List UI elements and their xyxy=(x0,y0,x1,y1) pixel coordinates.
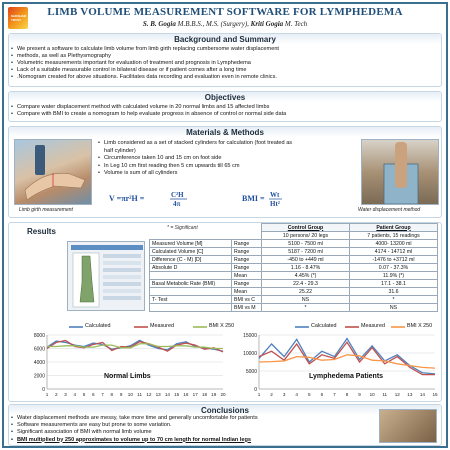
lymph-x-tick-label: 2 xyxy=(270,392,273,397)
legend2-marker-bmi xyxy=(391,324,405,330)
lymphedema-title: Lymphedema Patients xyxy=(309,373,384,380)
conclusions-section xyxy=(8,404,442,446)
table-cell: 7 patients, 15 readings xyxy=(350,232,438,240)
table-cell xyxy=(150,272,232,280)
methods-section xyxy=(8,126,442,218)
table-cell: Basal Metabolic Rate (BMI) xyxy=(150,280,232,288)
background-bullet: • Volumetric measurements important for evaluation of treatment and prognosis in Lymphedema xyxy=(17,60,279,67)
table-header-empty xyxy=(150,224,232,232)
bmi-formula xyxy=(242,189,302,211)
author-line xyxy=(4,20,446,28)
table-cell: 0.07 - 37.3% xyxy=(350,264,438,272)
lymphedema-chart xyxy=(231,331,441,399)
table-cell: Absolute D xyxy=(150,264,232,272)
normal-x-tick-label: 15 xyxy=(174,392,180,397)
svg-text:V =πr²H =: V =πr²H = xyxy=(109,194,145,203)
table-header-row xyxy=(150,224,438,232)
table-cell: 5100 - 7500 ml xyxy=(262,240,350,248)
patient-group-header: Patient Group xyxy=(350,224,438,232)
lymph-x-tick-label: 7 xyxy=(333,392,336,397)
table-cell xyxy=(150,232,232,240)
normal-x-tick-label: 2 xyxy=(54,392,58,397)
software-screenshot xyxy=(67,241,145,311)
background-bullets xyxy=(17,46,279,81)
conclusion-photo xyxy=(379,409,437,443)
normal-x-tick-label: 16 xyxy=(183,392,189,397)
results-table xyxy=(149,223,438,312)
table-cell xyxy=(150,304,232,312)
author-2-credentials: M. Tech xyxy=(284,20,308,28)
table-cell: Difference (C - M) [D] xyxy=(150,256,232,264)
svg-text:C²H: C²H xyxy=(171,191,184,199)
legend2-bmi: BMI X 250 xyxy=(407,323,433,329)
lymph-y-tick-label: 0 xyxy=(254,387,257,393)
table-cell: Range xyxy=(232,240,262,248)
lymph-x-tick-label: 5 xyxy=(308,392,311,397)
conclusions-title: Conclusions xyxy=(200,406,249,415)
table-cell: Calculated Volume [C] xyxy=(150,248,232,256)
legend-measured: Measured xyxy=(150,323,174,329)
lymph-x-tick-label: 13 xyxy=(407,392,413,397)
water-displacement-photo xyxy=(361,139,439,205)
table-cell: 1.16 - 8.47% xyxy=(262,264,350,272)
methods-title: Materials & Methods xyxy=(186,128,264,137)
photo-tank-illustration xyxy=(362,140,439,205)
table-row xyxy=(150,304,438,312)
table-cell: BMI vs M xyxy=(232,304,262,312)
table-cell: -1476 to +3712 ml xyxy=(350,256,438,264)
methods-bullets xyxy=(104,140,294,178)
normal-x-tick-label: 10 xyxy=(127,392,133,397)
normal-y-tick-label: 4000 xyxy=(33,360,45,366)
table-cell: NS xyxy=(262,296,350,304)
normal-x-tick-label: 17 xyxy=(192,392,198,397)
volume-formula-svg xyxy=(109,189,199,209)
legend2-marker-calculated xyxy=(295,324,309,330)
software-screenshot-svg xyxy=(68,242,145,311)
lymph-x-tick-label: 10 xyxy=(369,392,375,397)
legend-marker-bmi xyxy=(193,324,207,330)
normal-y-tick-label: 6000 xyxy=(33,346,45,353)
lymph-x-tick-label: 6 xyxy=(320,392,324,397)
background-title: Background and Summary xyxy=(174,35,276,44)
objectives-bullets xyxy=(17,104,286,118)
table-row xyxy=(150,296,438,304)
normal-x-tick-label: 3 xyxy=(64,392,67,397)
table-cell: Measured Volume [M] xyxy=(150,240,232,248)
svg-text:BMI =: BMI = xyxy=(242,194,265,203)
table-cell: 11.9% (*) xyxy=(350,272,438,280)
table-row xyxy=(150,240,438,248)
normal-x-tick-label: 4 xyxy=(73,392,77,397)
methods-bullet: • Circumference taken 10 and 15 cm on foot side xyxy=(104,155,294,163)
svg-text:Ht²: Ht² xyxy=(270,200,280,208)
lymph-x-tick-label: 14 xyxy=(419,392,425,397)
author-2: Kriti Gogia xyxy=(250,20,284,28)
control-group-header: Control Group xyxy=(262,224,350,232)
table-cell: Range xyxy=(232,280,262,288)
table-cell: 17.1 - 38.1 xyxy=(350,280,438,288)
table-cell: Mean xyxy=(232,272,262,280)
table-row xyxy=(150,280,438,288)
volume-formula xyxy=(109,189,199,211)
normal-y-tick-label: 0 xyxy=(42,387,45,393)
conclusions-bullet: • Significant association of BMI with normal limb volume xyxy=(17,429,258,436)
caption-girth: Limb girth measurement xyxy=(19,207,73,213)
lymph-x-tick-label: 3 xyxy=(282,392,286,397)
lymph-x-tick-label: 11 xyxy=(382,392,388,397)
table-row xyxy=(150,248,438,256)
normal-x-tick-label: 18 xyxy=(201,392,208,397)
lymph-y-tick-label: 10000 xyxy=(243,351,257,357)
bmi-formula-svg xyxy=(242,189,302,209)
table-cell: Range xyxy=(232,264,262,272)
normal-x-tick-label: 1 xyxy=(45,392,49,397)
photo-leg-illustration xyxy=(15,140,92,205)
table-cell: Range xyxy=(232,248,262,256)
table-cell: BMI vs C xyxy=(232,296,262,304)
table-cell: 10 persons/ 20 legs xyxy=(262,232,350,240)
legend-bmi: BMI X 250 xyxy=(209,323,235,329)
background-bullet: • Lack of a suitable measurable control in bilateral disease or if patient comes after a long time xyxy=(17,67,279,74)
conclusions-bullet: • BMI multiplied by 250 approximates to volume up to 70 cm length for normal Indian legs xyxy=(17,437,258,444)
normal-limbs-title: Normal Limbs xyxy=(104,373,151,380)
author-separator: , xyxy=(247,20,251,28)
legend2-measured: Measured xyxy=(361,323,385,329)
caption-water: Water displacement method xyxy=(358,207,421,213)
normal-x-tick-label: 19 xyxy=(211,392,217,397)
lymph-x-tick-label: 8 xyxy=(345,392,349,397)
author-1: S. B. Gogia xyxy=(142,20,176,28)
lymph-x-tick-label: 4 xyxy=(295,392,298,397)
table-subheader-row xyxy=(150,232,438,240)
lymph-x-tick-label: 15 xyxy=(432,392,438,397)
table-cell: 22.4 - 29.3 xyxy=(262,280,350,288)
table-cell: -450 to +449 ml xyxy=(262,256,350,264)
conclusions-bullet: • Water displacement methods are messy, take more time and generally uncomfortable for patients xyxy=(17,415,258,422)
poster xyxy=(2,2,448,448)
legend2-calculated: Calculated xyxy=(311,323,337,329)
legend-marker-measured xyxy=(134,324,148,330)
objectives-bullet: • Compare water displacement method with calculated volume in 20 normal limbs and 15 affected limbs xyxy=(17,104,286,111)
table-cell: Mean xyxy=(232,288,262,296)
table-cell xyxy=(232,232,262,240)
lymph-x-tick-label: 12 xyxy=(394,392,400,397)
legend2-marker-measured xyxy=(345,324,359,330)
lymph-series-calculated xyxy=(259,339,435,374)
table-cell: * xyxy=(350,296,438,304)
poster-title: LIMB VOLUME MEASUREMENT SOFTWARE FOR LYMPHEDEMA xyxy=(47,6,403,18)
normal-y-tick-label: 8000 xyxy=(33,333,45,339)
table-cell: T- Test xyxy=(150,296,232,304)
background-section xyxy=(8,33,442,87)
limb-girth-photo xyxy=(14,139,92,205)
table-header-empty xyxy=(232,224,262,232)
table-cell: * xyxy=(262,304,350,312)
objectives-section xyxy=(8,91,442,122)
table-cell: 31.6 xyxy=(350,288,438,296)
normal-limbs-chart xyxy=(19,331,229,399)
normal-x-tick-label: 9 xyxy=(119,392,123,397)
table-cell: 4174 - 14712 ml xyxy=(350,248,438,256)
lymph-series-measured xyxy=(259,342,435,374)
background-bullet: • .Nomogram created for above situations. Facilitates data recording and evaluation even in remote clinics. xyxy=(17,74,279,81)
svg-text:4π: 4π xyxy=(173,200,181,208)
methods-bullet: • Limb considered as a set of stacked cylinders for calculation (foot treated as half cylinder) xyxy=(104,140,294,155)
table-cell: 25.22 xyxy=(262,288,350,296)
normal-x-tick-label: 7 xyxy=(101,392,104,397)
significant-note: * = Significant xyxy=(167,225,198,231)
table-row xyxy=(150,272,438,280)
lymph-x-tick-label: 9 xyxy=(358,392,361,397)
normal-y-tick-label: 2000 xyxy=(33,373,45,380)
table-cell: Range xyxy=(232,256,262,264)
legend-calculated: Calculated xyxy=(85,323,111,329)
normal-x-tick-label: 5 xyxy=(82,392,86,397)
conclusions-bullets xyxy=(17,415,258,444)
normal-x-tick-label: 6 xyxy=(92,392,95,397)
normal-x-tick-label: 11 xyxy=(137,392,143,397)
objectives-title: Objectives xyxy=(204,93,246,102)
table-row xyxy=(150,288,438,296)
methods-bullet: • In Leg 10 cm first reading then 5 cm upwards till 65 cm xyxy=(104,163,294,171)
table-cell: 4000- 13200 ml xyxy=(350,240,438,248)
normal-x-tick-label: 12 xyxy=(146,392,152,397)
poster-header xyxy=(4,4,446,32)
results-section xyxy=(8,222,442,402)
lymph-x-tick-label: 1 xyxy=(257,392,261,397)
background-bullet: • We present a software to calculate limb volume from limb girth replacing cumbersome water displacement xyxy=(17,46,279,53)
logo-text: SAKSHAM TRUST xyxy=(11,14,27,22)
table-row xyxy=(150,264,438,272)
table-row xyxy=(150,256,438,264)
conclusions-bullet: • Software measurements are easy but prone to some variation. xyxy=(17,422,258,429)
lymph-y-tick-label: 15000 xyxy=(243,333,257,339)
legend-marker-calculated xyxy=(69,324,83,330)
author-1-credentials: M.B.B.S., M.S. (Surgery) xyxy=(177,20,248,28)
background-bullet-cont: • methods, as well as Plethysmography xyxy=(17,53,279,60)
lymph-y-tick-label: 5000 xyxy=(245,369,257,375)
normal-x-tick-label: 14 xyxy=(164,392,170,397)
results-title: Results xyxy=(27,227,56,236)
svg-text:Wt: Wt xyxy=(270,191,280,199)
normal-x-tick-label: 8 xyxy=(110,392,114,397)
normal-x-tick-label: 20 xyxy=(220,392,226,397)
normal-x-tick-label: 13 xyxy=(155,392,161,397)
table-cell: 4.45% (*) xyxy=(262,272,350,280)
objectives-bullet: • Compare with BMI to create a nomogram to help evaluate progress in absence of control or normal side data xyxy=(17,111,286,118)
table-cell: NS xyxy=(350,304,438,312)
methods-bullet: • Volume is sum of all cylinders xyxy=(104,170,294,178)
results-table-body xyxy=(150,240,438,312)
table-cell: 5187 - 7200 ml xyxy=(262,248,350,256)
table-cell xyxy=(150,288,232,296)
